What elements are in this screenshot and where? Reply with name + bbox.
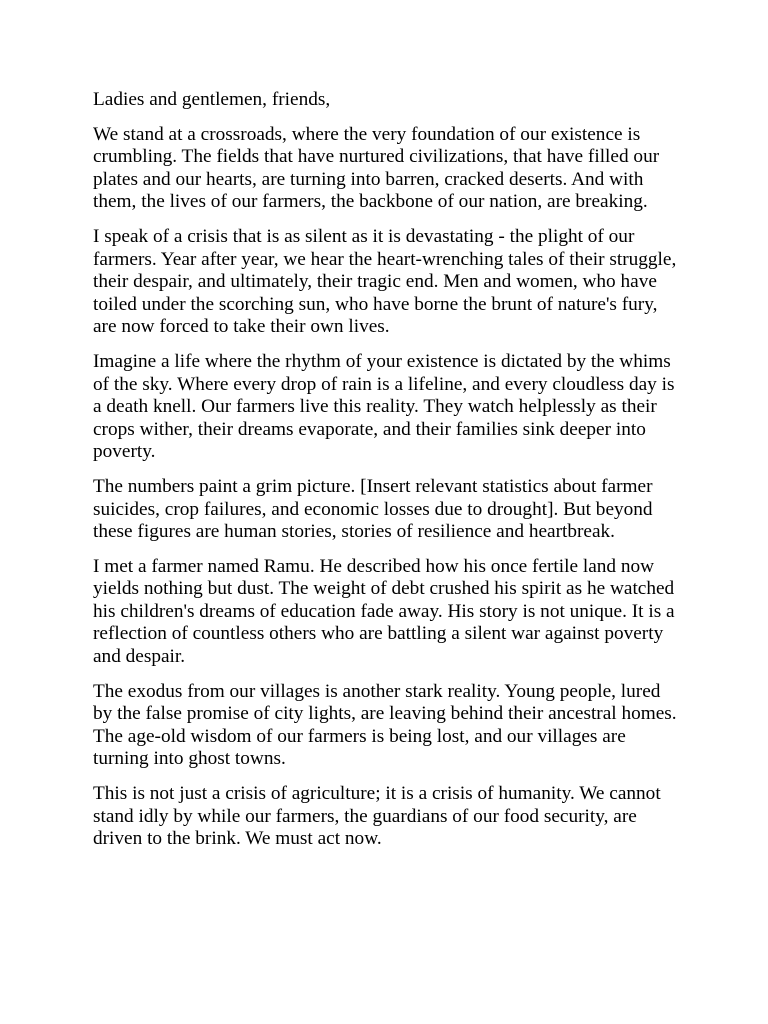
paragraph-humanity: This is not just a crisis of agriculture; it is a crisis of humanity. We cannot stand idly by while our farmers, the guardians of our food security, are driven to the brink. We must act now. bbox=[93, 783, 661, 850]
paragraph-ramu: I met a farmer named Ramu. He described how his once fertile land now yields nothing but dust. The weight of debt crushed his spirit as he watched his children's dreams of education fade away. His story is not unique. It is a reflection of countless others who are battling a silent war against poverty and despair. bbox=[93, 555, 675, 668]
paragraph-imagine: Imagine a life where the rhythm of your existence is dictated by the whims of the sky. Where every drop of rain is a lifeline, and every cloudless day is a death knell. Our farmers live this reality. They watch helplessly as their crops wither, their dreams evaporate, and their families sink deeper into poverty. bbox=[93, 350, 675, 463]
paragraph-exodus: The exodus from our villages is another stark reality. Young people, lured by the false promise of city lights, are leaving behind their ancestral homes. The age-old wisdom of our farmers is being lost, and our villages are turning into ghost towns. bbox=[93, 680, 677, 770]
paragraph-salutation: Ladies and gentlemen, friends, bbox=[93, 89, 331, 110]
document-page bbox=[93, 89, 683, 863]
paragraph-crisis: I speak of a crisis that is as silent as it is devastating - the plight of our farmers. Year after year, we hear the heart-wrenching tales of their struggle, their despair, and ultimately, their tragic end. Men and women, who have toiled under the scorching sun, who have borne the brunt of nature's fury, are now forced to take their own lives. bbox=[93, 225, 677, 338]
paragraph-crossroads: We stand at a crossroads, where the very foundation of our existence is crumbling. The fields that have nurtured civilizations, that have filled our plates and our hearts, are turning into barren, cracked deserts. And with them, the lives of our farmers, the backbone of our nation, are breaking. bbox=[93, 123, 660, 213]
paragraph-numbers: The numbers paint a grim picture. [Insert relevant statistics about farmer suicides, crop failures, and economic losses due to drought]. But beyond these figures are human stories, stories of resilience and heartbreak. bbox=[93, 475, 653, 543]
